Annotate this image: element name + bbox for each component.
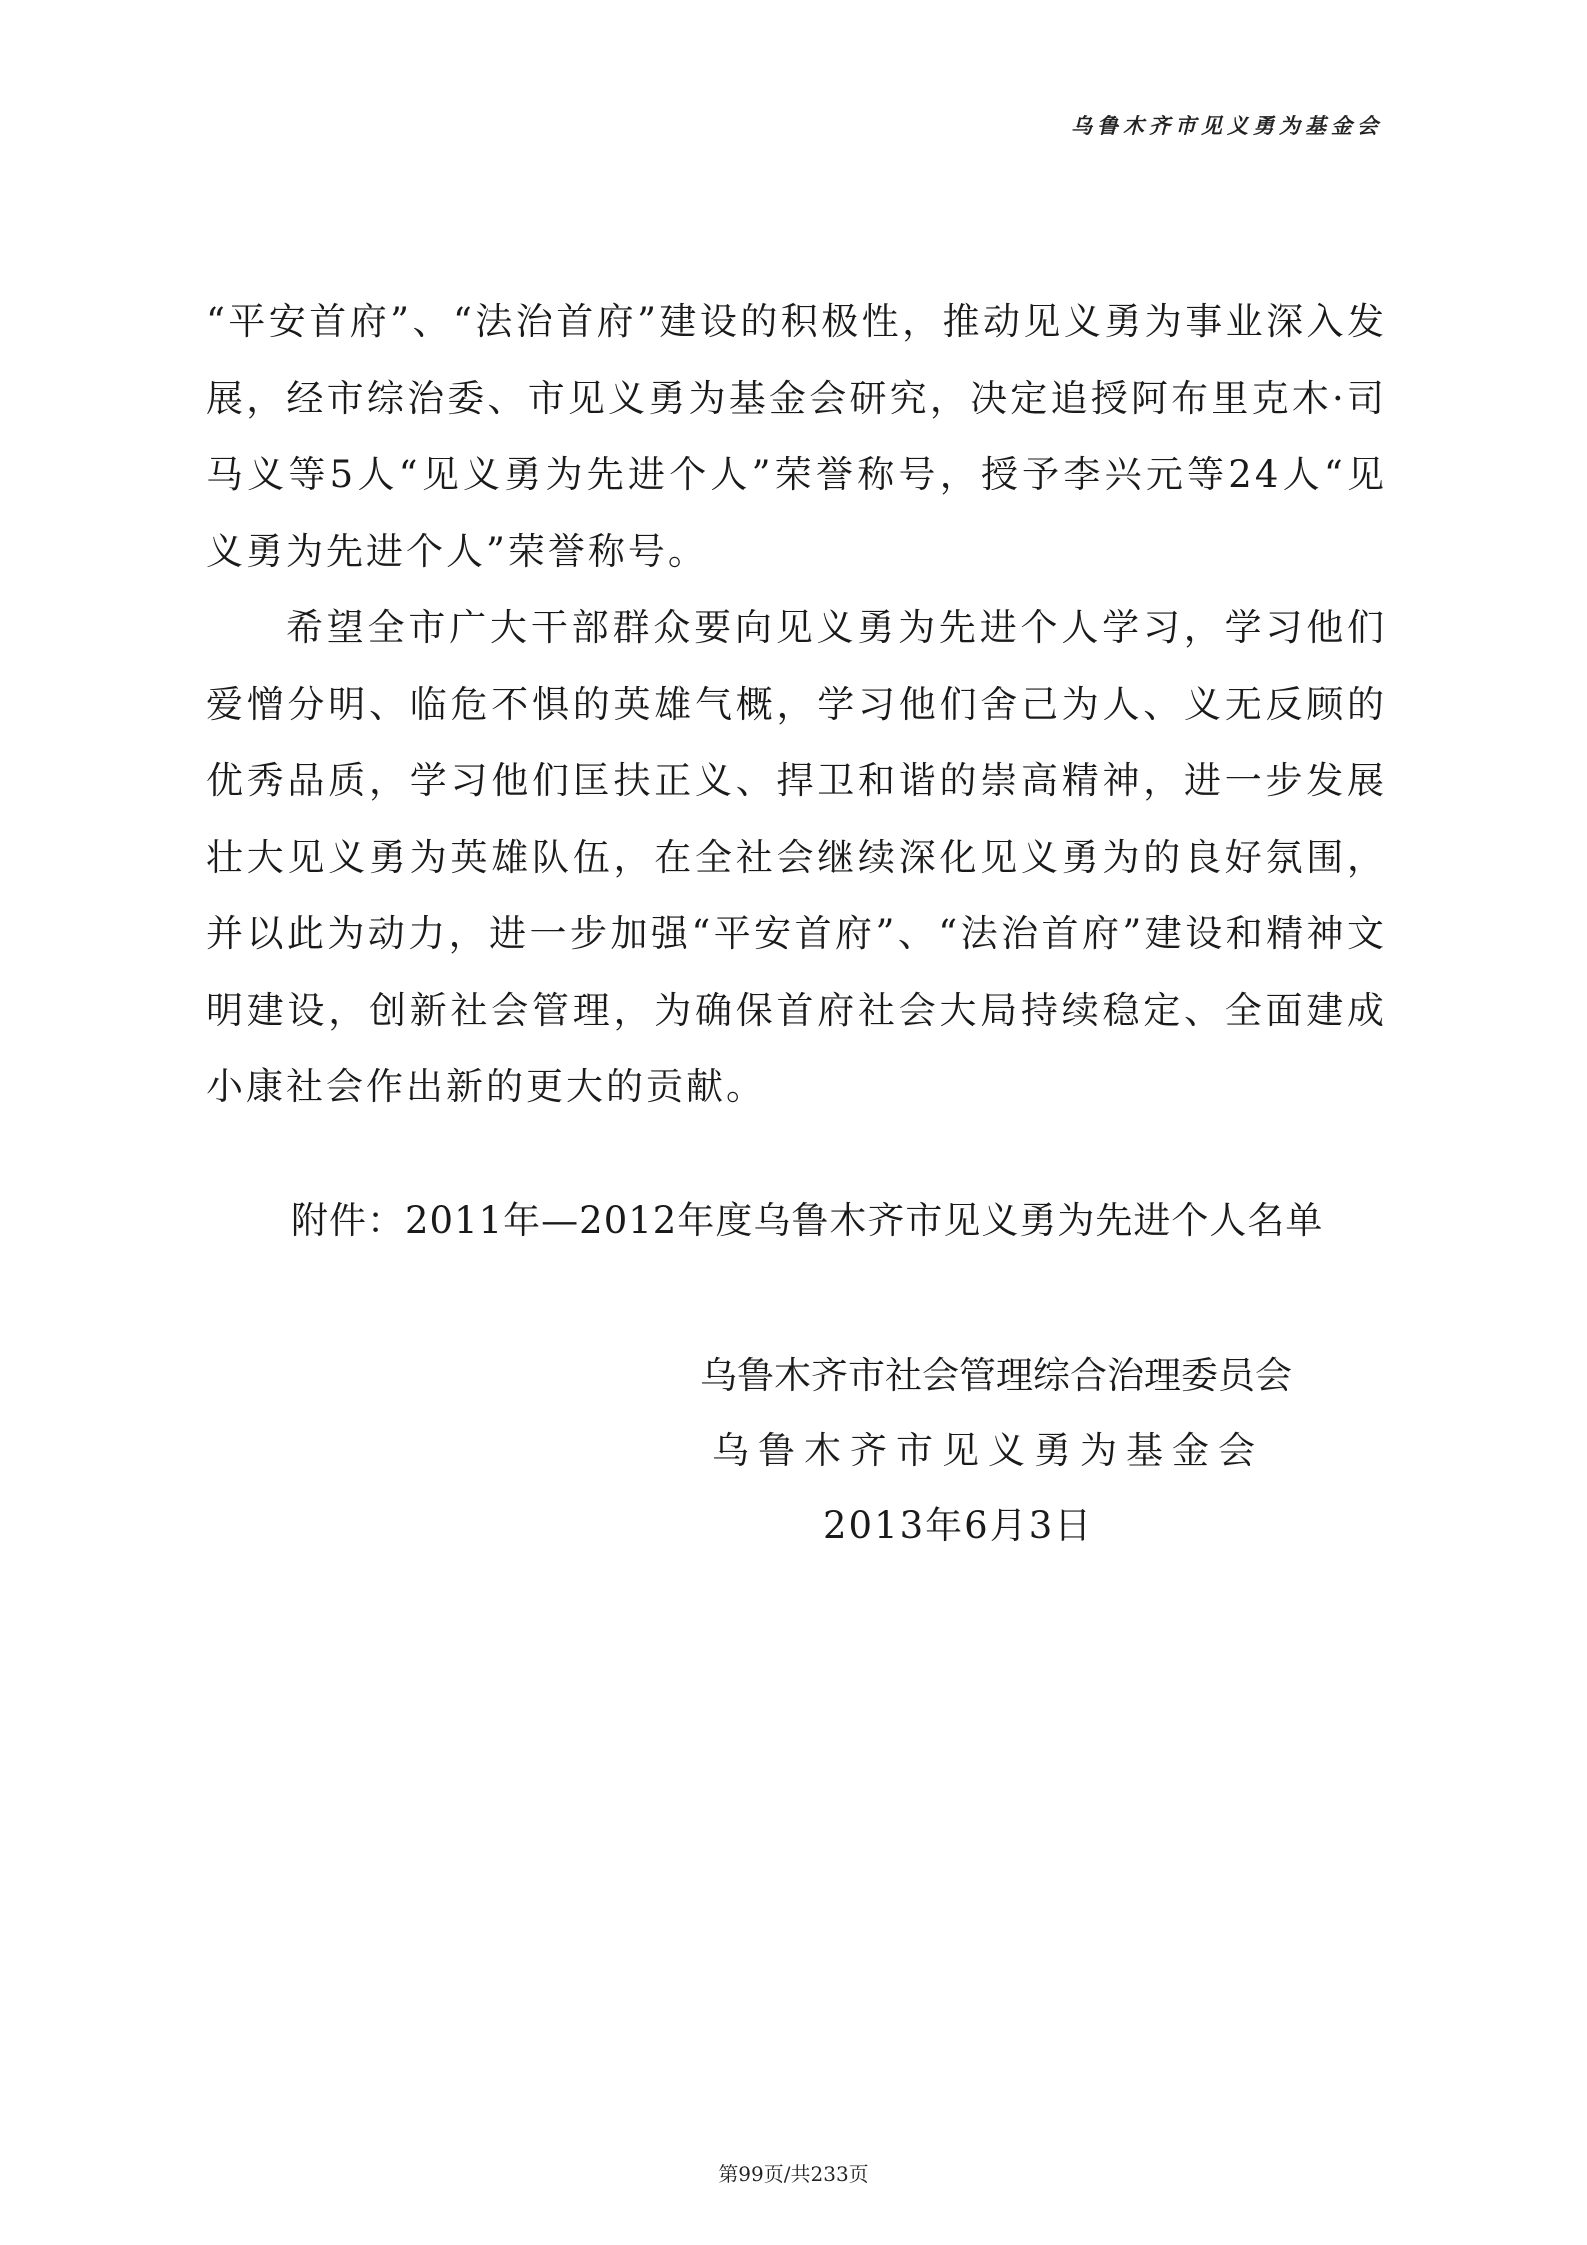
page-number: 第99页/共233页 bbox=[718, 2162, 869, 2186]
page-header-org-name: 乌鲁木齐市见义勇为基金会 bbox=[1071, 113, 1383, 138]
paragraph-continuation: “平安首府”、“法治首府”建设的积极性，推动见义勇为事业深入发展，经市综治委、市见义勇为基金会研究，决定追授阿布里克木·司马义等5人“见义勇为先进个人”荣誉称号，授予李兴元等24人“见义勇为先进个人”荣誉称号。 bbox=[206, 300, 1387, 573]
signature-org-committee: 乌鲁木齐市社会管理综合治理委员会 bbox=[700, 1354, 1292, 1397]
signature-org-foundation: 乌鲁木齐市见义勇为基金会 bbox=[712, 1429, 1264, 1472]
paragraph-appeal: 希望全市广大干部群众要向见义勇为先进个人学习，学习他们爱憎分明、临危不惧的英雄气概，学习他们舍己为人、义无反顾的优秀品质，学习他们匡扶正义、捍卫和谐的崇高精神，进一步发展壮大见义勇为英雄队伍，在全社会继续深化见义勇为的良好氛围，并以此为动力，进一步加强“平安首府”、“法治首府”建设和精神文明建设，创新社会管理，为确保首府社会大局持续稳定、全面建成小康社会作出新的更大的贡献。 bbox=[206, 606, 1387, 1108]
document-body bbox=[206, 284, 1387, 1126]
attachment-note: 附件：2011年—2012年度乌鲁木齐市见义勇为先进个人名单 bbox=[291, 1199, 1324, 1242]
signature-date: 2013年6月3日 bbox=[823, 1504, 1094, 1547]
